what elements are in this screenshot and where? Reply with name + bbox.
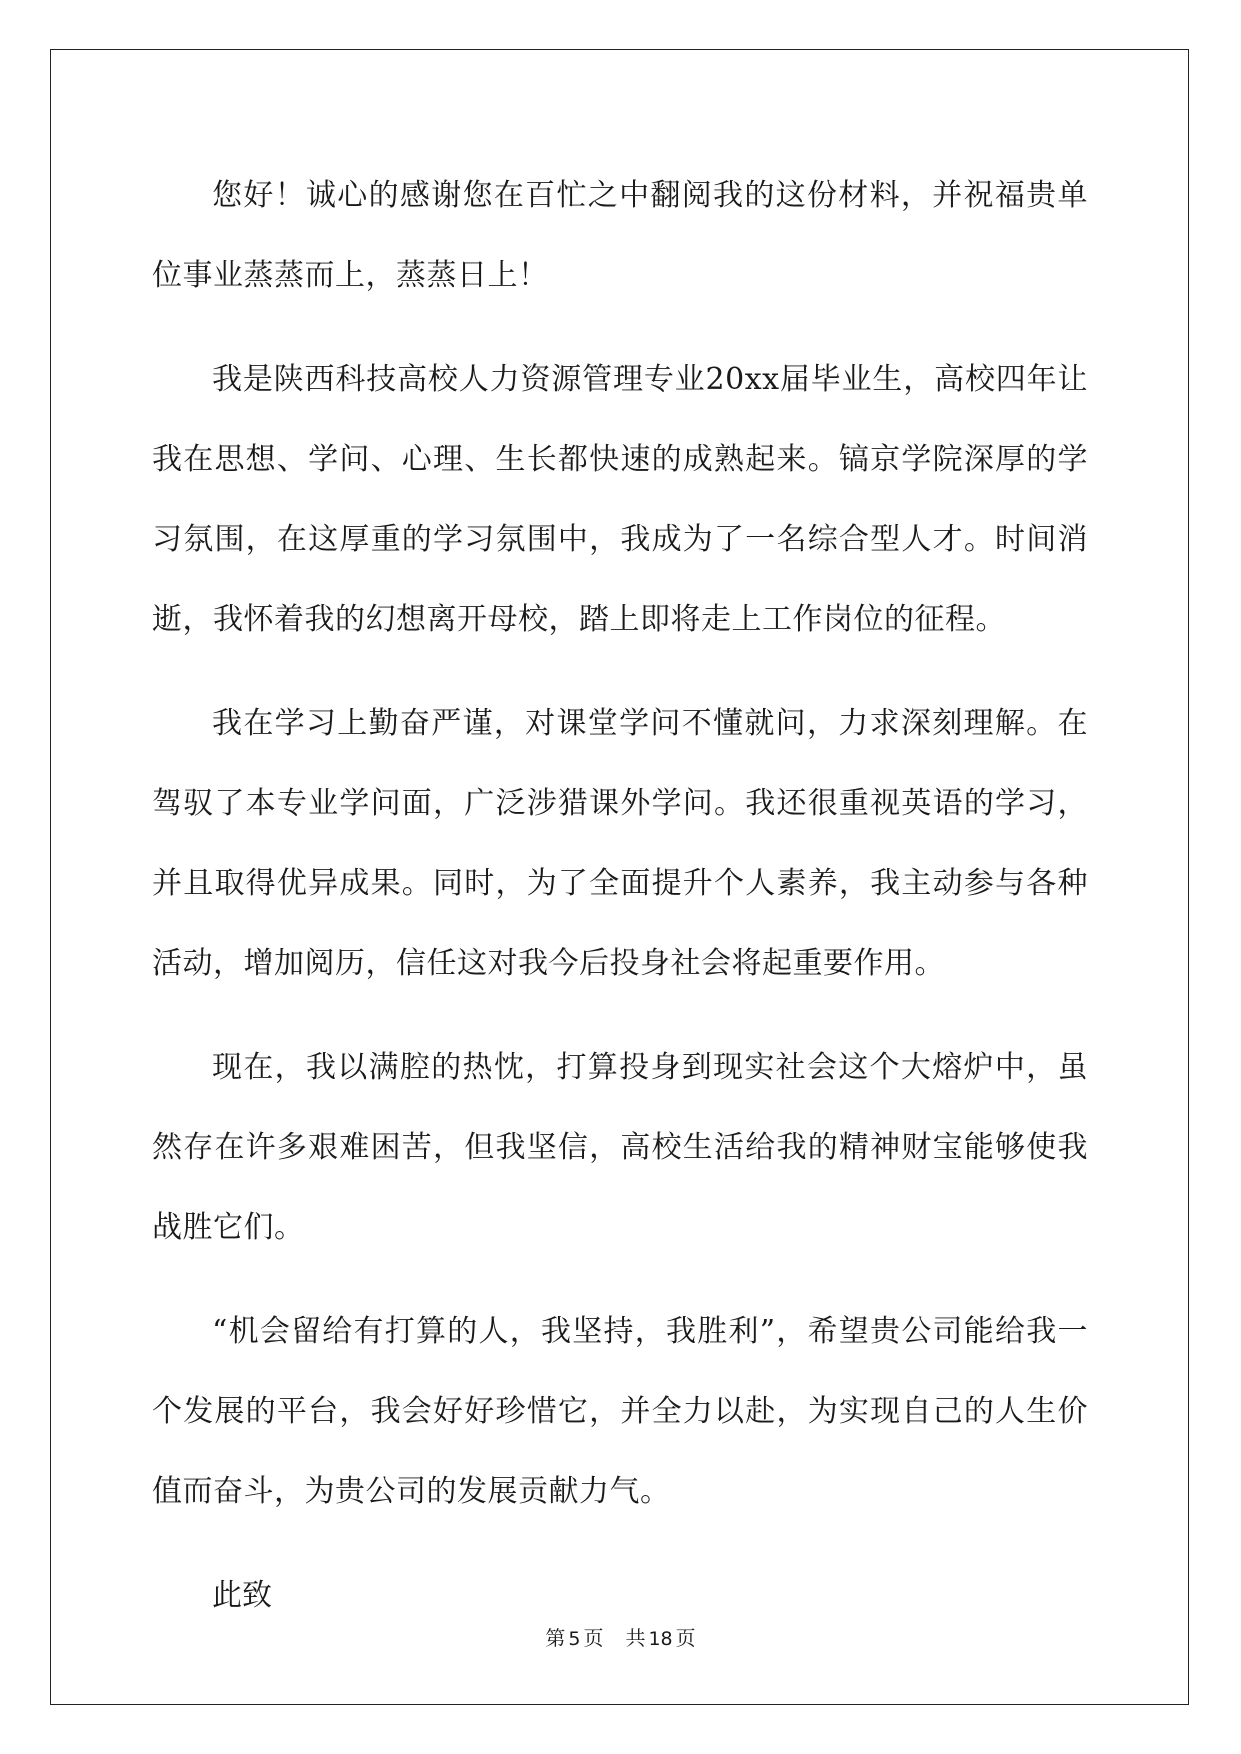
- paragraph-request: “机会留给有打算的人，我坚持，我胜利”，希望贵公司能给我一个发展的平台，我会好好珍惜它，并全力以赴，为实现自己的人生价值而奋斗，为贵公司的发展贡献力气。: [152, 1314, 1088, 1509]
- page-footer: [0, 1625, 1241, 1652]
- paragraph-outlook: 现在，我以满腔的热忱，打算投身到现实社会这个大熔炉中，虽然存在许多艰难困苦，但我坚信，高校生活给我的精神财宝能够使我战胜它们。: [152, 1050, 1088, 1245]
- closing-salutation: 此致: [212, 1578, 272, 1613]
- footer-total-suffix: 页: [675, 1626, 696, 1650]
- footer-page-suffix: 页: [583, 1626, 604, 1650]
- paragraph-greeting: 您好！诚心的感谢您在百忙之中翻阅我的这份材料，并祝福贵单位事业蒸蒸而上，蒸蒸日上！: [152, 178, 1088, 293]
- footer-page-prefix: 第: [545, 1626, 566, 1650]
- footer-total-prefix: 共: [625, 1626, 646, 1650]
- letter-body: [152, 162, 1088, 1636]
- footer-total-pages: 18: [648, 1628, 673, 1650]
- paragraph-introduction: 我是陕西科技高校人力资源管理专业20xx届毕业生，高校四年让我在思想、学问、心理、生长都快速的成熟起来。镐京学院深厚的学习氛围，在这厚重的学习氛围中，我成为了一名综合型人才。时间消逝，我怀着我的幻想离开母校，踏上即将走上工作岗位的征程。: [152, 362, 1088, 637]
- footer-page-number: 5: [568, 1628, 581, 1650]
- paragraph-study: 我在学习上勤奋严谨，对课堂学问不懂就问，力求深刻理解。在驾驭了本专业学问面，广泛涉猎课外学问。我还很重视英语的学习，并且取得优异成果。同时，为了全面提升个人素养，我主动参与各种活动，增加阅历，信任这对我今后投身社会将起重要作用。: [152, 706, 1088, 981]
